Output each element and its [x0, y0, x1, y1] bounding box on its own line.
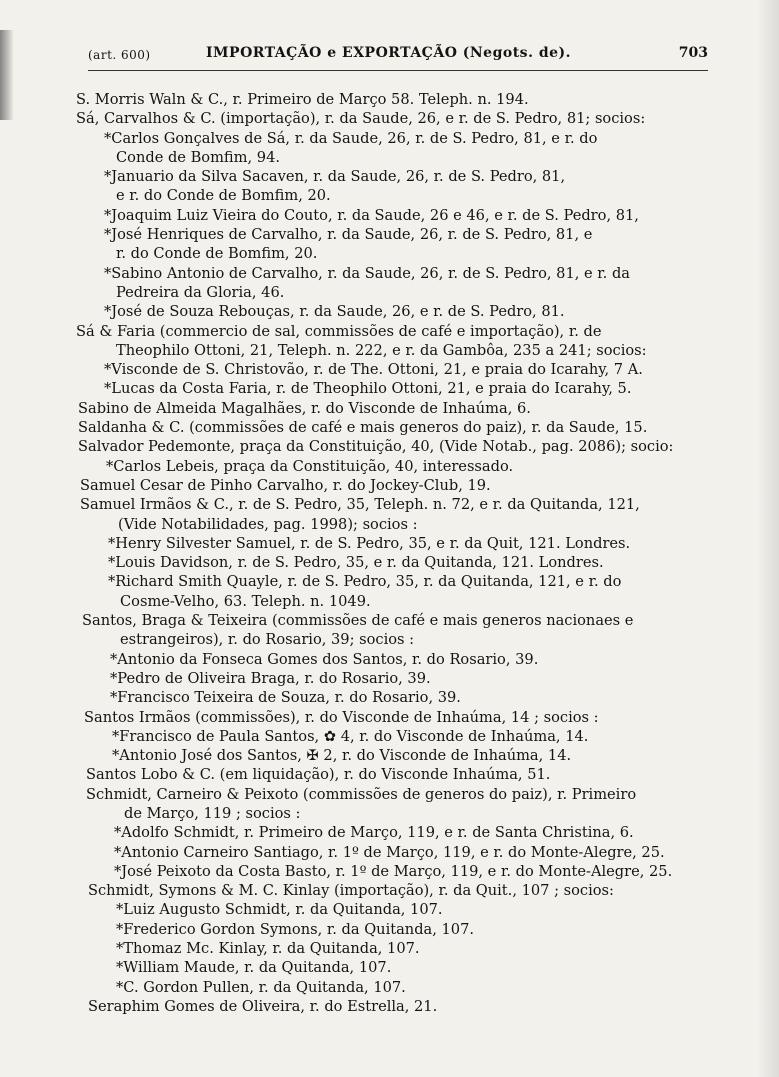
entry-line: *Lucas da Costa Faria, r. de Theophilo Ottoni, 21, e praia do Icarahy, 5.	[104, 380, 632, 398]
entry-line: *Pedro de Oliveira Braga, r. do Rosario, 39.	[110, 669, 431, 687]
entry-line: *Sabino Antonio de Carvalho, r. da Saude, 26, r. de S. Pedro, 81, e r. da	[104, 264, 630, 282]
entry-line: Seraphim Gomes de Oliveira, r. do Estrella, 21.	[88, 997, 438, 1015]
article-reference: (art. 600)	[88, 48, 151, 62]
entry-line: Schmidt, Symons & M. C. Kinlay (importação), r. da Quit., 107 ; socios:	[88, 882, 614, 900]
entry-line: *Francisco Teixeira de Souza, r. do Rosario, 39.	[110, 689, 461, 707]
entry-line: *José Peixoto da Costa Basto, r. 1º de Março, 119, e r. do Monte-Alegre, 25.	[114, 862, 673, 880]
running-header	[88, 44, 708, 71]
entry-line: *Luiz Augusto Schmidt, r. da Quitanda, 107.	[116, 901, 443, 919]
entry-line: *Frederico Gordon Symons, r. da Quitanda, 107.	[116, 920, 475, 938]
entry-line: Conde de Bomfim, 94.	[116, 148, 280, 166]
section-title: IMPORTAÇÃO e EXPORTAÇÃO (Negots. de).	[206, 45, 572, 61]
entry-line: Santos, Braga & Teixeira (commissões de café e mais generos nacionaes e	[82, 612, 634, 630]
entry-line: Santos Irmãos (commissões), r. do Visconde de Inhaúma, 14 ; socios :	[84, 708, 599, 726]
entry-line: *José de Souza Rebouças, r. da Saude, 26, e r. de S. Pedro, 81.	[104, 303, 565, 321]
entry-line: Santos Lobo & C. (em liquidação), r. do Visconde Inhaúma, 51.	[86, 766, 551, 784]
entry-line: *Januario da Silva Sacaven, r. da Saude, 26, r. de S. Pedro, 81,	[104, 168, 566, 186]
entry-line: Salvador Pedemonte, praça da Constituição, 40, (Vide Notab., pag. 2086); socio:	[78, 438, 674, 456]
entry-line: Samuel Cesar de Pinho Carvalho, r. do Jockey-Club, 19.	[80, 476, 491, 494]
entry-line: *José Henriques de Carvalho, r. da Saude, 26, r. de S. Pedro, 81, e	[104, 226, 593, 244]
entry-line: *Antonio da Fonseca Gomes dos Santos, r. do Rosario, 39.	[110, 650, 539, 668]
entry-line: *Louis Davidson, r. de S. Pedro, 35, e r. da Quitanda, 121. Londres.	[108, 554, 604, 572]
entry-line: S. Morris Waln & C., r. Primeiro de Março 58. Teleph. n. 194.	[76, 91, 529, 108]
entry-list	[0, 90, 760, 1016]
entry-line: *C. Gordon Pullen, r. da Quitanda, 107.	[116, 978, 406, 996]
entry-line: Sá, Carvalhos & C. (importação), r. da Saude, 26, e r. de S. Pedro, 81; socios:	[76, 110, 646, 128]
entry-line: *William Maude, r. da Quitanda, 107.	[116, 959, 392, 977]
entry-line: *Joaquim Luiz Vieira do Couto, r. da Saude, 26 e 46, e r. de S. Pedro, 81,	[104, 206, 639, 224]
page-number: 703	[678, 45, 708, 61]
entry-line: Sabino de Almeida Magalhães, r. do Visconde de Inhaúma, 6.	[78, 399, 531, 417]
entry-line: Pedreira da Gloria, 46.	[116, 283, 285, 301]
entry-line: Schmidt, Carneiro & Peixoto (commissões de generos do paiz), r. Primeiro	[86, 785, 637, 803]
entry-line: e r. do Conde de Bomfim, 20.	[116, 187, 331, 205]
entry-line: (Vide Notabilidades, pag. 1998); socios :	[118, 515, 418, 533]
entry-line: *Francisco de Paula Santos, ✿ 4, r. do Visconde de Inhaúma, 14.	[112, 727, 589, 745]
entry-line: Sá & Faria (commercio de sal, commissões de café e importação), r. de	[76, 322, 602, 340]
entry-line: Samuel Irmãos & C., r. de S. Pedro, 35, Teleph. n. 72, e r. da Quitanda, 121,	[80, 496, 640, 514]
entry-line: *Antonio Carneiro Santiago, r. 1º de Março, 119, e r. do Monte-Alegre, 25.	[114, 843, 665, 861]
entry-line: *Adolfo Schmidt, r. Primeiro de Março, 119, e r. de Santa Christina, 6.	[114, 824, 634, 842]
entry-line: *Richard Smith Quayle, r. de S. Pedro, 35, r. da Quitanda, 121, e r. do	[108, 573, 622, 591]
entry-line: *Carlos Lebeis, praça da Constituição, 40, interessado.	[106, 457, 514, 475]
entry-line: *Antonio José dos Santos, ✠ 2, r. do Visconde de Inhaúma, 14.	[112, 747, 572, 765]
page-edge-shadow	[757, 0, 779, 1077]
entry-line: Theophilo Ottoni, 21, Teleph. n. 222, e r. da Gambôa, 235 a 241; socios:	[116, 341, 647, 359]
entry-line: r. do Conde de Bomfim, 20.	[116, 245, 318, 263]
entry-line: *Henry Silvester Samuel, r. de S. Pedro, 35, e r. da Quit, 121. Londres.	[108, 534, 631, 552]
entry-line: Saldanha & C. (commissões de café e mais generos do paiz), r. da Saude, 15.	[78, 419, 648, 437]
entry-line: Cosme-Velho, 63. Teleph. n. 1049.	[120, 592, 371, 610]
entry-line: *Visconde de S. Christovão, r. de The. Ottoni, 21, e praia do Icarahy, 7 A.	[104, 361, 643, 379]
entry-line: *Carlos Gonçalves de Sá, r. da Saude, 26, r. de S. Pedro, 81, e r. do	[104, 129, 598, 147]
entry-line: de Março, 119 ; socios :	[124, 804, 301, 822]
entry-line: estrangeiros), r. do Rosario, 39; socios :	[120, 631, 415, 649]
entry-line: *Thomaz Mc. Kinlay, r. da Quitanda, 107.	[116, 940, 420, 958]
